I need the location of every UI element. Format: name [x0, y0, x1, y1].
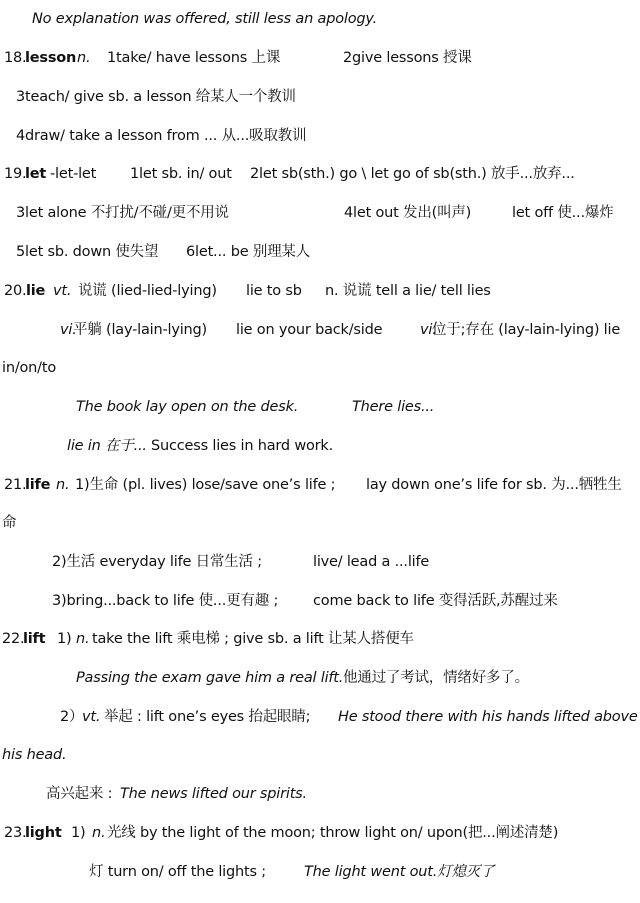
text-segment: The news lifted our spirits.: [120, 786, 307, 802]
text-line: [0, 7, 640, 31]
text-line: [0, 589, 640, 613]
text-segment: 19.: [4, 166, 27, 182]
text-segment: 命: [2, 515, 17, 531]
text-segment: 6let... be 别理某人: [186, 244, 311, 260]
text-segment: 1take/ have lessons 上课: [107, 50, 281, 66]
text-line: [0, 860, 640, 884]
text-segment: 1)生命 (pl. lives) lose/save one’s life ;: [75, 477, 336, 493]
text-segment: 光线 by the light of the moon; throw light on/ upon(把...阐述清楚): [107, 825, 559, 841]
text-segment: let off 使...爆炸: [512, 205, 614, 221]
text-segment: lesson: [25, 50, 77, 66]
text-segment: 20.: [4, 283, 27, 299]
text-segment: 1): [57, 631, 72, 647]
text-segment: vi.: [60, 322, 77, 338]
text-segment: life: [25, 477, 51, 493]
text-segment: his head.: [2, 747, 67, 763]
text-segment: n. 说谎 tell a lie/ tell lies: [325, 283, 491, 299]
text-segment: come back to life 变得活跃,苏醒过来: [313, 593, 558, 609]
text-segment: lie to sb: [246, 283, 302, 299]
text-segment: Success lies in hard work.: [151, 438, 334, 454]
text-segment: 3)bring...back to life 使...更有趣 ;: [52, 593, 279, 609]
text-segment: 21.: [4, 477, 27, 493]
text-segment: light: [25, 825, 62, 841]
text-segment: The book lay open on the desk.: [76, 399, 299, 415]
text-segment: 4draw/ take a lesson from ... 从...吸取教训: [16, 128, 307, 144]
text-segment: 4let out 发出(叫声): [344, 205, 472, 221]
text-line: [0, 782, 640, 806]
text-segment: 2let sb(sth.) go \ let go of sb(sth.) 放手...放弃...: [250, 166, 575, 182]
text-line: [0, 705, 640, 729]
text-segment: lie on your back/side: [236, 322, 383, 338]
text-segment: 2）: [60, 709, 84, 725]
text-segment: 1let sb. in/ out: [130, 166, 232, 182]
text-segment: 高兴起来 :: [46, 786, 113, 802]
text-segment: 5let sb. down 使失望: [16, 244, 159, 260]
text-line: [0, 473, 640, 497]
text-line: [0, 743, 640, 767]
text-line: [0, 201, 640, 225]
text-segment: 平躺 (lay-lain-lying): [73, 322, 207, 338]
text-line: [0, 395, 640, 419]
text-segment: vt.: [53, 283, 72, 299]
text-segment: 22.: [2, 631, 25, 647]
text-line: [0, 550, 640, 574]
text-segment: take the lift 乘电梯 ; give sb. a lift 让某人搭便车: [92, 631, 414, 647]
text-line: [0, 85, 640, 109]
text-line: [0, 666, 640, 690]
text-line: [0, 318, 640, 342]
text-segment: n.: [92, 825, 106, 841]
text-segment: 1): [71, 825, 86, 841]
text-segment: vi.: [420, 322, 437, 338]
text-line: [0, 162, 640, 186]
text-segment: There lies...: [352, 399, 435, 415]
text-segment: vt.: [82, 709, 101, 725]
text-line: [0, 279, 640, 303]
text-segment: -let-let: [50, 166, 97, 182]
text-segment: 23.: [4, 825, 27, 841]
text-line: [0, 46, 640, 70]
text-segment: let: [25, 166, 47, 182]
text-line: [0, 821, 640, 845]
text-segment: lie in 在于...: [67, 438, 147, 454]
text-line: [0, 627, 640, 651]
text-segment: Passing the exam gave him a real lift.: [76, 670, 344, 686]
text-line: [0, 356, 640, 380]
text-segment: 位于;存在 (lay-lain-lying) lie: [432, 322, 621, 338]
text-segment: 举起 : lift one’s eyes 抬起眼睛;: [104, 709, 311, 725]
text-segment: No explanation was offered, still less an apology.: [32, 11, 378, 27]
text-line: [0, 124, 640, 148]
text-segment: 2)生活 everyday life 日常生活 ;: [52, 554, 262, 570]
text-segment: He stood there with his hands lifted above: [338, 709, 638, 725]
text-segment: lie: [26, 283, 46, 299]
text-segment: 2give lessons 授课: [343, 50, 472, 66]
text-segment: n.: [56, 477, 70, 493]
text-segment: lay down one’s life for sb. 为...牺牲生: [366, 477, 622, 493]
text-segment: lift: [23, 631, 46, 647]
text-line: [0, 511, 640, 535]
text-segment: 3let alone 不打扰/不碰/更不用说: [16, 205, 229, 221]
text-line: [0, 434, 640, 458]
text-segment: n.: [77, 50, 91, 66]
text-segment: 18.: [4, 50, 27, 66]
text-segment: 说谎 (lied-lied-lying): [78, 283, 217, 299]
text-segment: 灯 turn on/ off the lights ;: [89, 864, 266, 880]
text-segment: 他通过了考试，情绪好多了。: [343, 670, 529, 686]
text-segment: n.: [76, 631, 90, 647]
text-segment: 3teach/ give sb. a lesson 给某人一个教训: [16, 89, 296, 105]
text-segment: in/on/to: [2, 360, 57, 376]
text-line: [0, 240, 640, 264]
text-segment: The light went out.灯熄灭了: [304, 864, 495, 880]
text-segment: live/ lead a ...life: [313, 554, 430, 570]
